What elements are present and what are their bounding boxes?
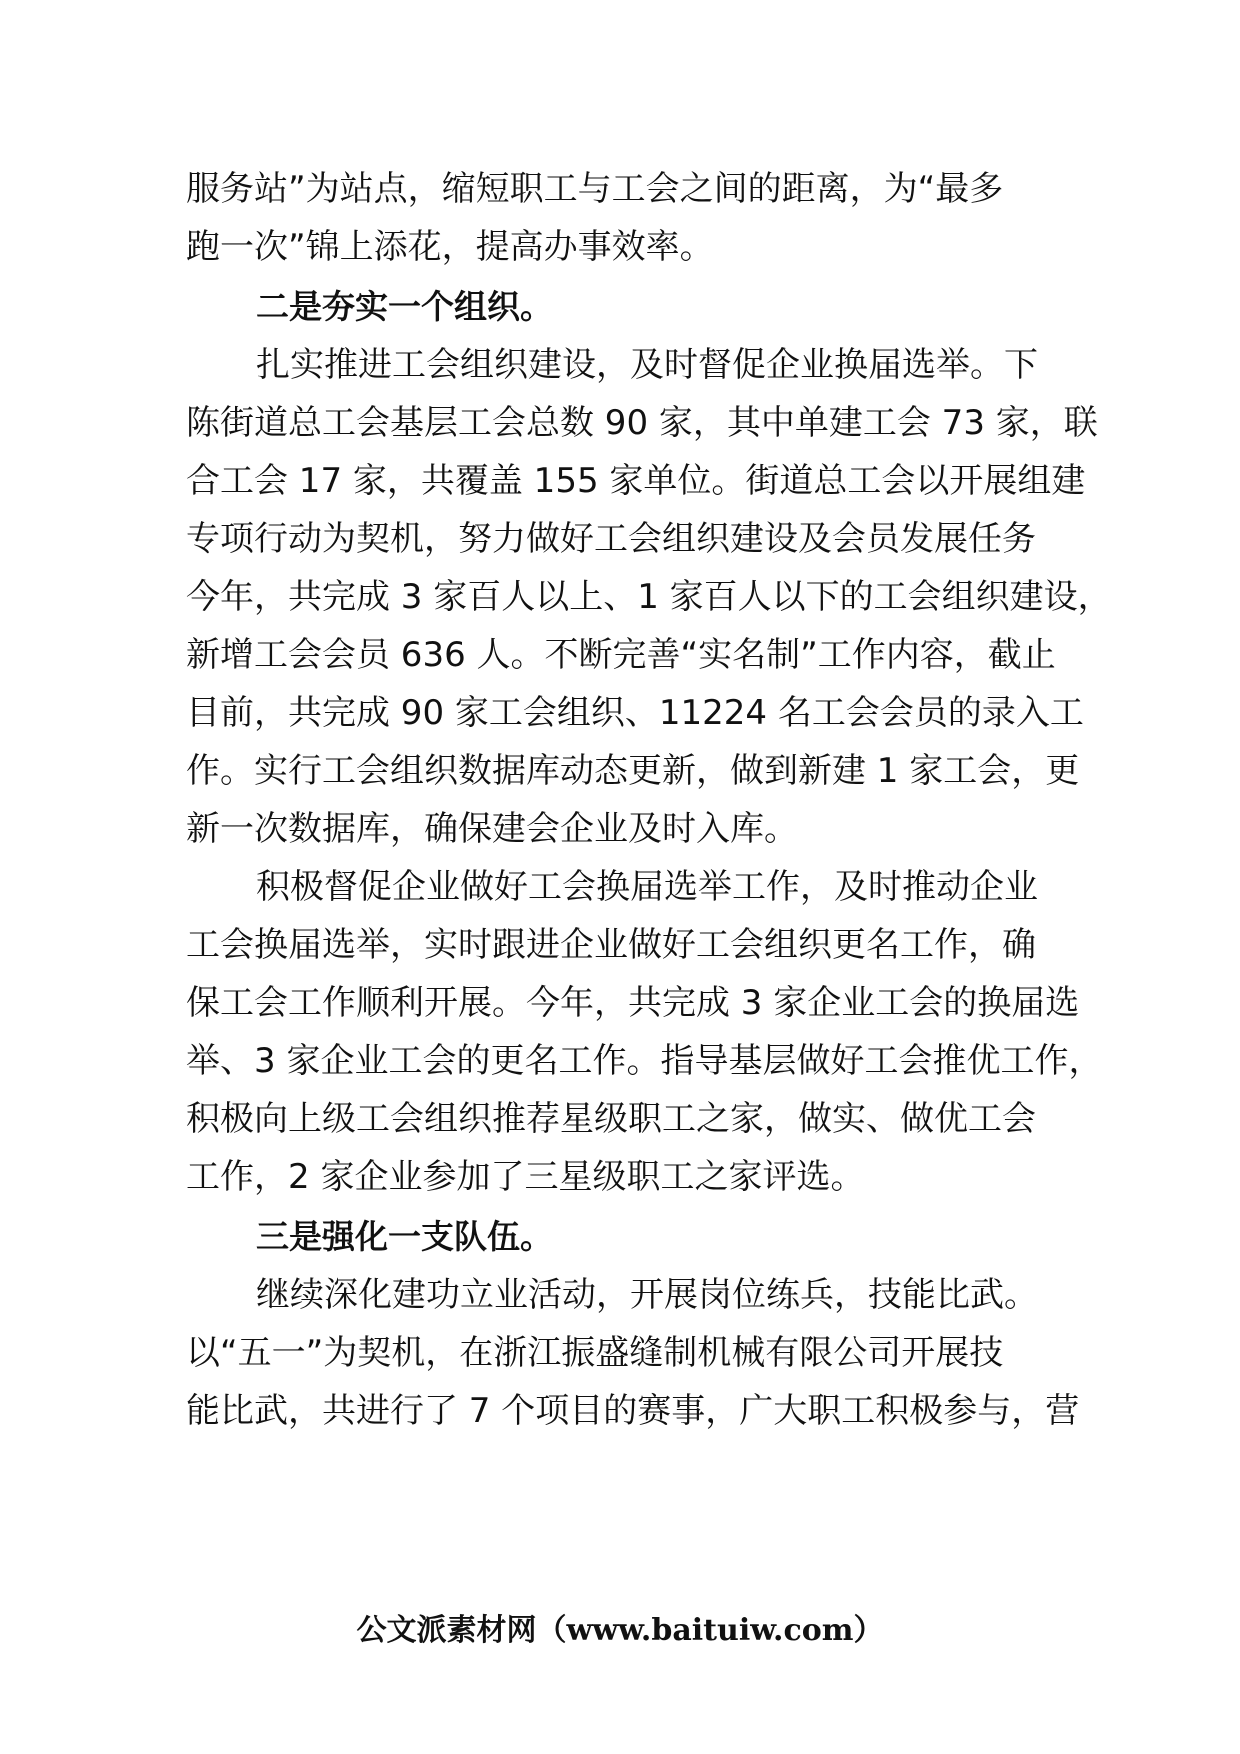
body-line-11: 作。实行工会组织数据库动态更新，做到新建 1 家工会，更 xyxy=(186,751,1080,791)
section-heading-2: 二是夯实一个组织。 xyxy=(256,287,553,326)
body-line-7: 专项行动为契机，努力做好工会组织建设及会员发展任务 xyxy=(186,519,1036,559)
paragraph-start-line: 扎实推进工会组织建设，及时督促企业换届选举。下 xyxy=(256,345,1038,385)
body-line-21: 以“五一”为契机，在浙江振盛缝制机械有限公司开展技 xyxy=(186,1333,1004,1373)
body-line-6: 合工会 17 家，共覆盖 155 家单位。街道总工会以开展组建 xyxy=(186,461,1086,501)
body-line-2: 跑一次”锦上添花，提高办事效率。 xyxy=(186,227,714,267)
body-line-8: 今年，共完成 3 家百人以上、1 家百人以下的工会组织建设， xyxy=(186,577,1112,617)
body-line-16: 举、3 家企业工会的更名工作。指导基层做好工会推优工作， xyxy=(186,1041,1103,1081)
body-line-15: 保工会工作顺利开展。今年，共完成 3 家企业工会的换届选 xyxy=(186,983,1080,1023)
body-line-9: 新增工会会员 636 人。不断完善“实名制”工作内容，截止 xyxy=(186,635,1056,675)
body-line-1: 服务站”为站点，缩短职工与工会之间的距离，为“最多 xyxy=(186,169,1004,209)
paragraph-start-line: 继续深化建功立业活动，开展岗位练兵，技能比武。 xyxy=(256,1275,1038,1315)
footer-source-label: 公文派素材网（www.baituiw.com） xyxy=(356,1613,884,1648)
body-line-22: 能比武，共进行了 7 个项目的赛事，广大职工积极参与，营 xyxy=(186,1391,1080,1431)
body-line-10: 目前，共完成 90 家工会组织、11224 名工会会员的录入工 xyxy=(186,693,1084,733)
section-heading-3: 三是强化一支队伍。 xyxy=(256,1217,553,1256)
body-line-12: 新一次数据库，确保建会企业及时入库。 xyxy=(186,809,798,849)
body-line-14: 工会换届选举，实时跟进企业做好工会组织更名工作，确 xyxy=(186,925,1036,965)
paragraph-start-line: 积极督促企业做好工会换届选举工作，及时推动企业 xyxy=(256,867,1038,907)
body-line-17: 积极向上级工会组织推荐星级职工之家，做实、做优工会 xyxy=(186,1099,1036,1139)
body-line-18: 工作，2 家企业参加了三星级职工之家评选。 xyxy=(186,1157,865,1197)
body-line-5: 陈街道总工会基层工会总数 90 家，其中单建工会 73 家，联 xyxy=(186,403,1098,443)
